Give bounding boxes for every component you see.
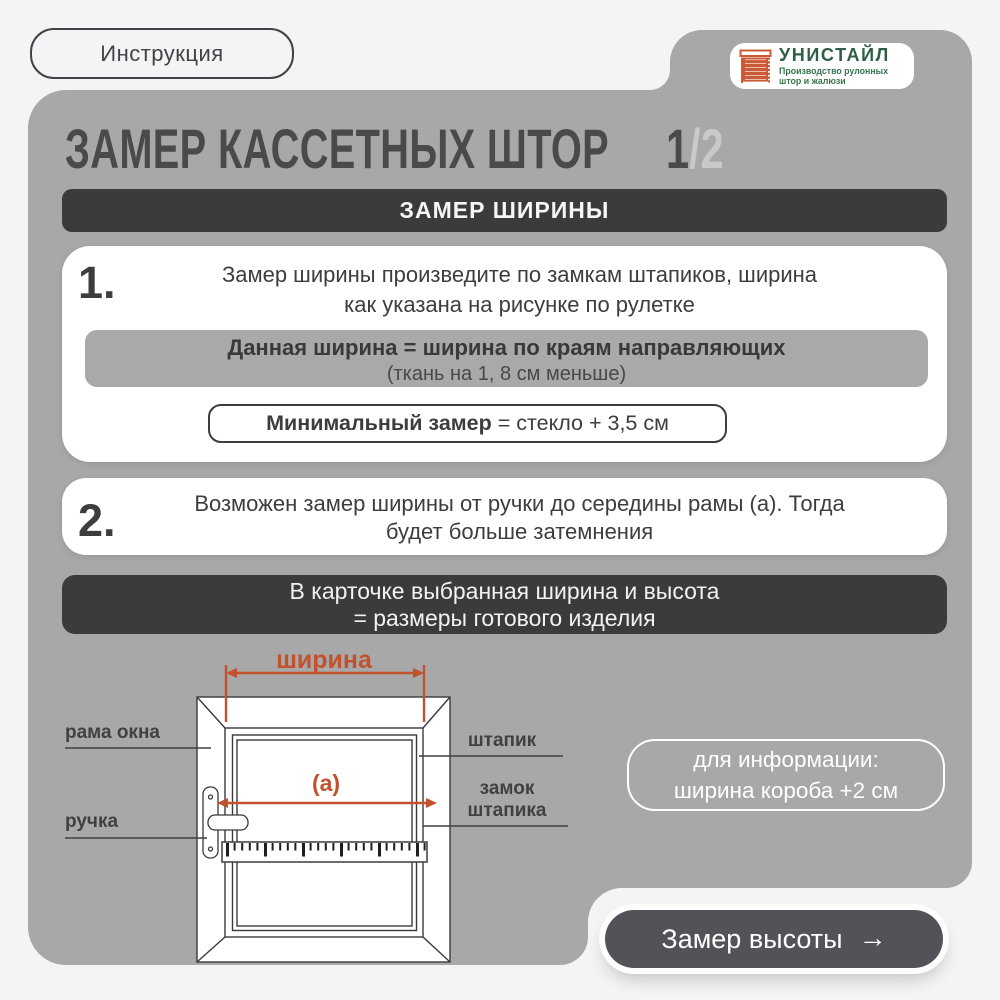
minimum-measure-bold: Минимальный замер <box>266 411 492 435</box>
handle-label: ручка <box>65 811 119 832</box>
info-box-line1: для информации: <box>693 747 879 772</box>
window-measure-diagram <box>0 640 600 975</box>
step-2-text-line2: будет больше затемнения <box>385 519 654 544</box>
roller-blind-icon <box>739 49 772 84</box>
page-current: 1 <box>666 117 690 180</box>
page-indicator <box>666 117 724 180</box>
ruler-icon <box>222 842 427 862</box>
instruction-badge-label: Инструкция <box>100 40 224 66</box>
info-box-line2: ширина короба +2 см <box>673 778 899 803</box>
logo <box>730 43 914 89</box>
logo-tagline: Производство рулонных штор и жалюзи <box>779 65 889 86</box>
section-header-width: ЗАМЕР ШИРИНЫ <box>62 189 947 232</box>
minimum-measure-rest: = стекло + 3,5 см <box>491 411 669 435</box>
step-2-number: 2. <box>78 495 116 546</box>
bead-lock-label-line2: штапика <box>467 800 547 821</box>
right-arrow-icon: → <box>858 922 887 953</box>
height-measure-button-label: Замер высоты <box>661 923 843 954</box>
info-box <box>627 739 945 811</box>
instruction-badge[interactable] <box>30 28 294 79</box>
step-1-number: 1. <box>78 257 116 308</box>
card-note-line2: = размеры готового изделия <box>353 604 656 631</box>
logo-text <box>779 46 890 87</box>
height-measure-button[interactable] <box>605 910 943 968</box>
card-note-line1: В карточке выбранная ширина и высота <box>289 577 720 604</box>
minimum-measure-box <box>208 404 727 443</box>
logo-name: УНИСТАЙЛ <box>779 44 890 65</box>
step-1-text-line2: как указана на рисунке по рулетке <box>344 292 695 317</box>
bead-lock-label-line1: замок <box>479 778 535 799</box>
page-title: ЗАМЕР КАССЕТНЫХ ШТОР <box>65 117 610 180</box>
step-2-card <box>62 478 947 555</box>
width-label: ширина <box>276 646 372 674</box>
card-note-bar <box>62 575 947 634</box>
frame-label: рама окна <box>65 722 160 743</box>
page-total: /2 <box>689 117 724 180</box>
step-2-text-line1: Возможен замер ширины от ручки до середины рамы (а). Тогда <box>194 491 845 516</box>
step-1-highlight-bar <box>85 330 928 387</box>
bead-label: штапик <box>467 730 537 751</box>
a-label: (а) <box>311 770 341 796</box>
highlight-note-text: (ткань на 1, 8 см меньше) <box>386 363 627 385</box>
step-1-card <box>62 246 947 462</box>
highlight-bold-text: Данная ширина = ширина по краям направляющих <box>227 335 786 360</box>
step-1-text-line1: Замер ширины произведите по замкам штапиков, ширина <box>221 262 818 287</box>
